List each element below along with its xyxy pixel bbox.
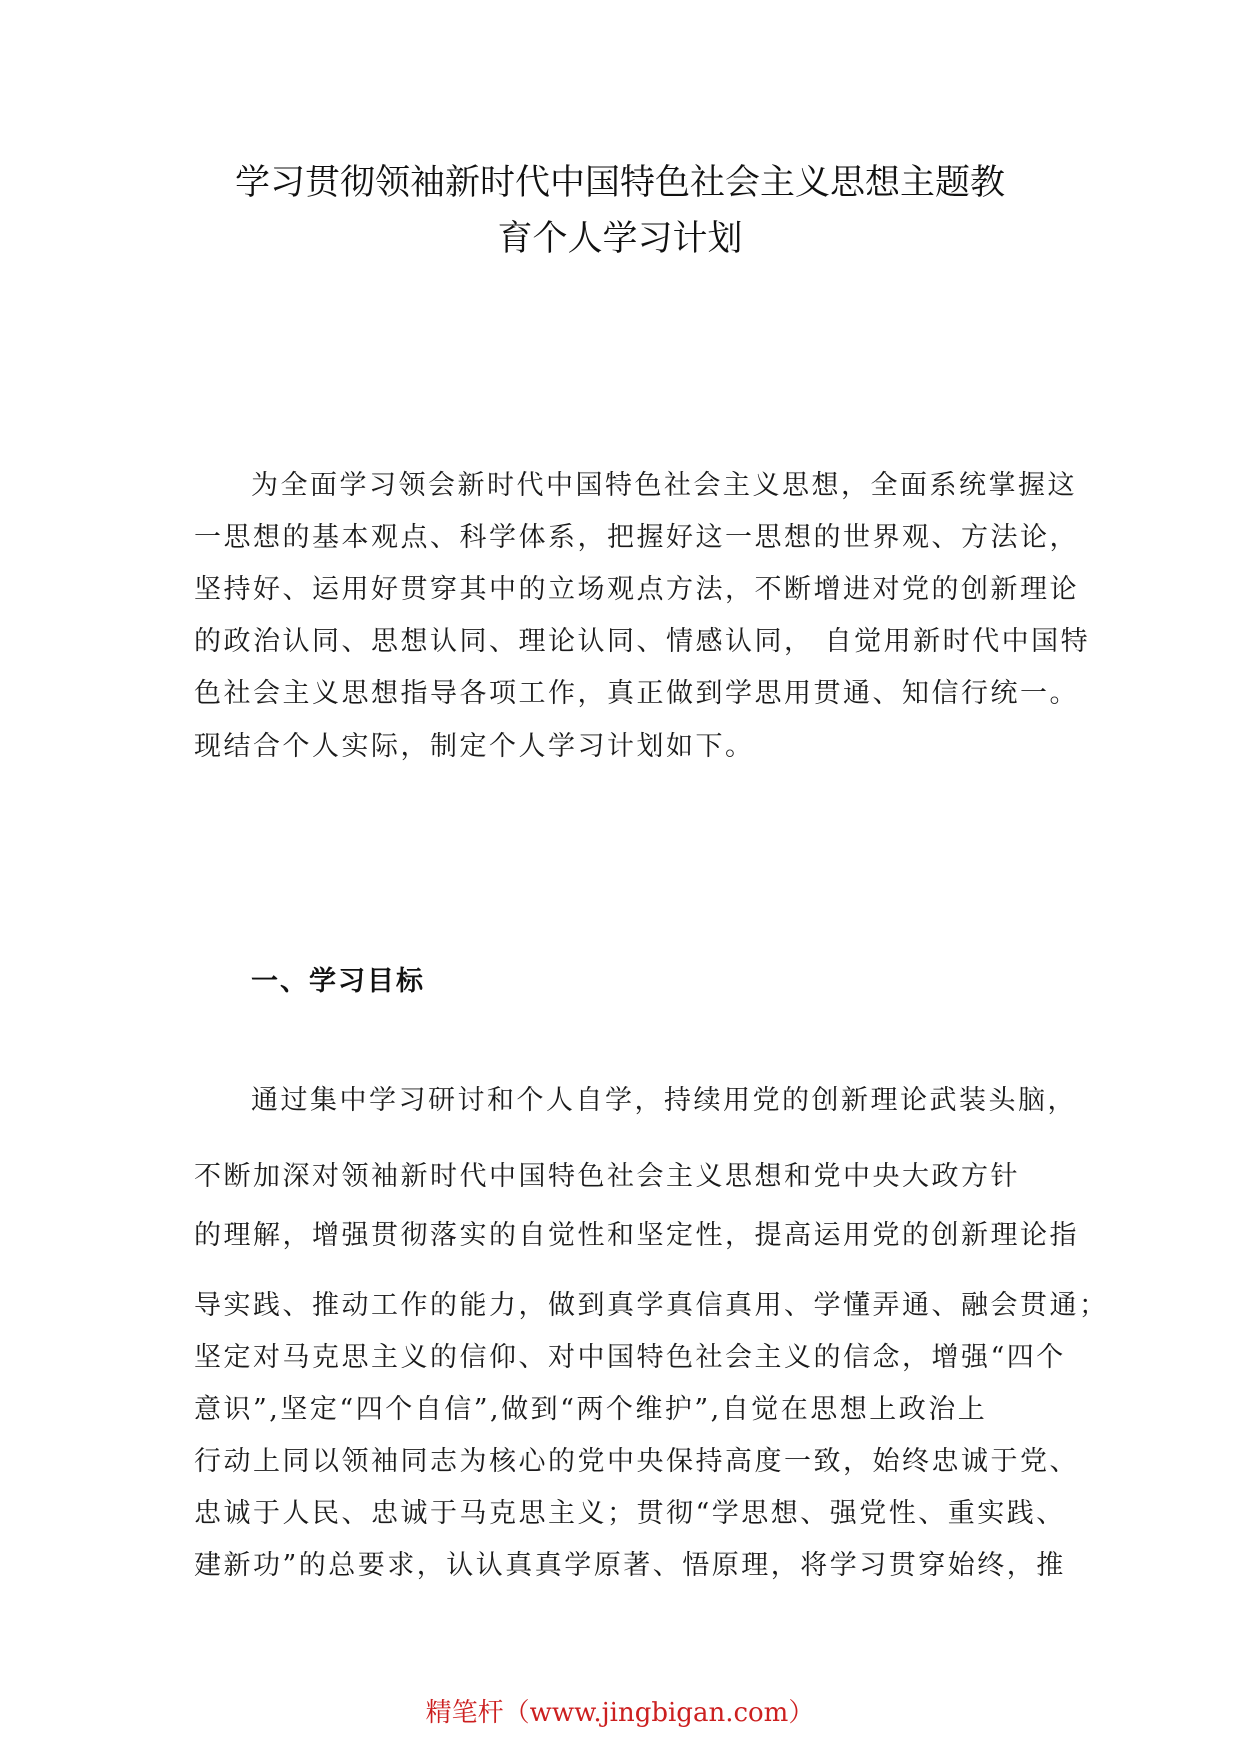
section-1-line-6: 意识”,坚定“四个自信”,做到“两个维护”,自觉在思想上政治上 <box>194 1394 988 1425</box>
section-1-line-7: 行动上同以领袖同志为核心的党中央保持高度一致，始终忠诚于党、 <box>194 1446 1079 1477</box>
section-1-heading: 一、学习目标 <box>251 966 425 997</box>
intro-line-4: 的政治认同、思想认同、理论认同、情感认同， 自觉用新时代中国特 <box>194 626 1091 657</box>
section-1-line-8: 忠诚于人民、忠诚于马克思主义；贯彻“学思想、强党性、重实践、 <box>194 1498 1066 1529</box>
document-title-line-1: 学习贯彻领袖新时代中国特色社会主义思想主题教 <box>234 163 1005 203</box>
section-1-line-1: 通过集中学习研讨和个人自学，持续用党的创新理论武装头脑， <box>251 1085 1077 1116</box>
section-1-line-4: 导实践、推动工作的能力，做到真学真信真用、学懂弄通、融会贯通； <box>194 1290 1109 1321</box>
intro-line-5: 色社会主义思想指导各项工作，真正做到学思用贯通、知信行统一。 <box>194 678 1079 709</box>
intro-line-2: 一思想的基本观点、科学体系，把握好这一思想的世界观、方法论， <box>194 522 1079 553</box>
footer-watermark-link[interactable]: 精笔杆（www.jingbigan.com） <box>425 1698 815 1728</box>
section-1-line-2: 不断加深对领袖新时代中国特色社会主义思想和党中央大政方针 <box>194 1161 1020 1192</box>
intro-line-6: 现结合个人实际，制定个人学习计划如下。 <box>194 731 755 762</box>
section-1-line-3: 的理解，增强贯彻落实的自觉性和坚定性，提高运用党的创新理论指 <box>194 1220 1079 1251</box>
intro-line-1: 为全面学习领会新时代中国特色社会主义思想，全面系统掌握这 <box>251 470 1077 501</box>
document-title-line-2: 育个人学习计划 <box>497 219 743 259</box>
section-1-line-9: 建新功”的总要求，认认真真学原著、悟原理，将学习贯穿始终，推 <box>194 1550 1066 1581</box>
section-1-line-5: 坚定对马克思主义的信仰、对中国特色社会主义的信念，增强“四个 <box>194 1342 1066 1373</box>
intro-line-3: 坚持好、运用好贯穿其中的立场观点方法，不断增进对党的创新理论 <box>194 574 1079 605</box>
